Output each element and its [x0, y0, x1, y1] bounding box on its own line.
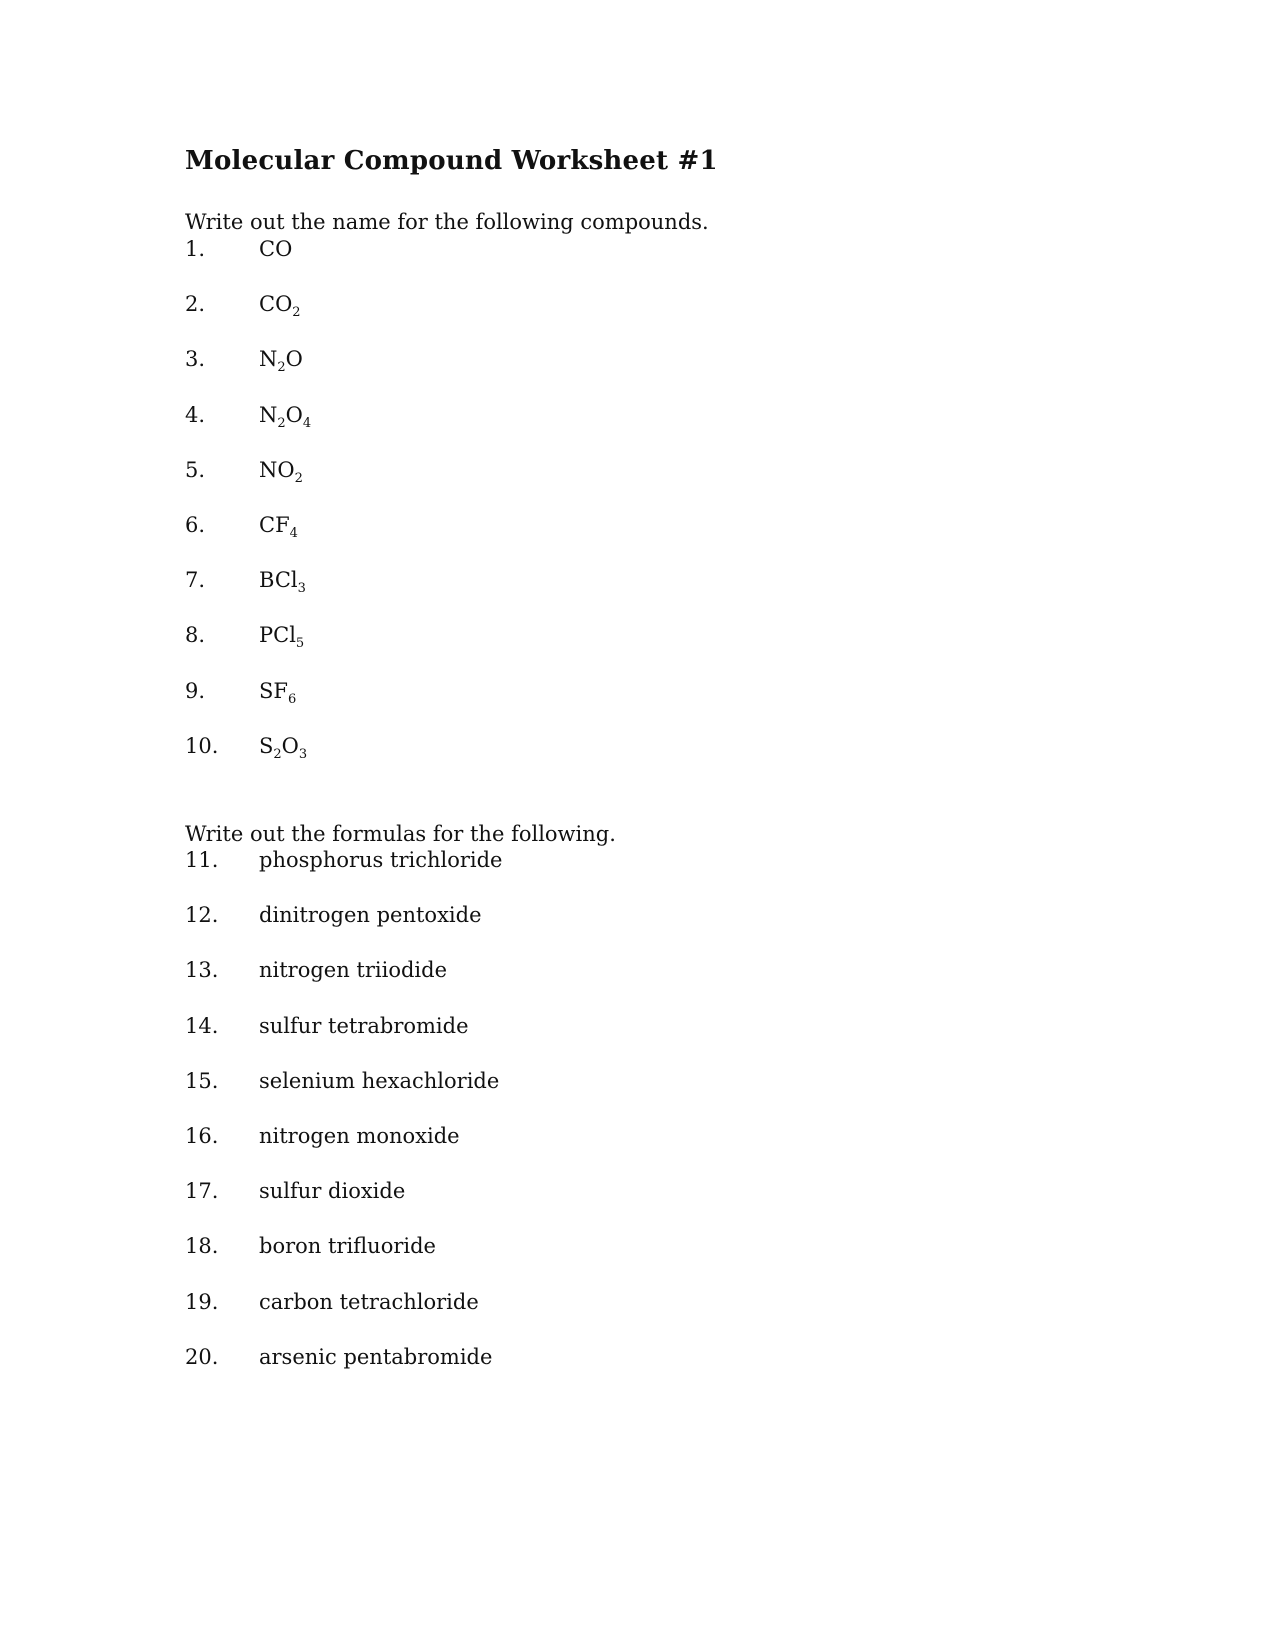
formula-text: N [259, 347, 278, 372]
compound-name: arsenic pentabromide [259, 1344, 493, 1369]
formula-text: CO [259, 292, 293, 317]
chemical-formula [259, 733, 308, 762]
formula-text: O [285, 347, 303, 372]
item-number: 12. [185, 903, 219, 928]
chemical-formula [259, 402, 312, 431]
item-number: 4. [185, 402, 206, 427]
formula-subscript: 2 [292, 305, 301, 321]
chemical-formula [259, 568, 306, 597]
compound-name: sulfur tetrabromide [259, 1013, 469, 1038]
chemical-formula [259, 457, 303, 486]
item-number: 10. [185, 733, 219, 758]
item-number: 15. [185, 1068, 219, 1093]
item-number: 14. [185, 1013, 219, 1038]
formula-text: N [259, 402, 278, 427]
compound-name: boron trifluoride [259, 1234, 436, 1259]
formula-subscript: 3 [297, 581, 306, 597]
compound-name: sulfur dioxide [259, 1179, 406, 1204]
formula-subscript: 4 [289, 526, 298, 541]
compound-name: nitrogen monoxide [259, 1124, 460, 1148]
formula-text: S [259, 733, 274, 758]
chemical-formula [259, 292, 301, 321]
formula-text: O [281, 733, 299, 758]
item-number: 3. [185, 347, 206, 372]
item-number: 8. [185, 623, 206, 648]
item-number: 17. [185, 1179, 219, 1204]
formula-subscript: 2 [277, 360, 286, 376]
formula-subscript: 2 [294, 470, 303, 486]
item-number: 9. [185, 678, 206, 703]
formula-subscript: 3 [298, 746, 308, 762]
formula-subscript: 2 [277, 415, 286, 431]
item-number: 6. [185, 513, 206, 537]
compound-name: phosphorus trichloride [259, 848, 503, 872]
page-title: Molecular Compound Worksheet #1 [185, 146, 718, 176]
formula-subscript: 6 [287, 691, 297, 707]
formula-text: CO [259, 237, 293, 261]
section-1-instruction: Write out the name for the following compounds. [185, 210, 709, 234]
item-number: 2. [185, 292, 206, 317]
section-2-instruction: Write out the formulas for the following. [185, 822, 616, 846]
formula-text: NO [259, 457, 295, 482]
chemical-formula [259, 623, 305, 652]
item-number: 19. [185, 1289, 219, 1314]
item-number: 13. [185, 958, 219, 983]
item-number: 16. [185, 1124, 219, 1148]
item-number: 11. [185, 848, 219, 872]
compound-name: carbon tetrachloride [259, 1289, 479, 1314]
item-number: 18. [185, 1234, 219, 1259]
item-number: 5. [185, 457, 206, 482]
compound-name: dinitrogen pentoxide [259, 903, 482, 928]
formula-subscript: 4 [302, 415, 312, 431]
formula-subscript: 5 [295, 636, 305, 652]
item-number: 7. [185, 568, 206, 593]
compound-name: nitrogen triiodide [259, 958, 448, 983]
formula-text: CF [259, 513, 290, 537]
formula-text: PCl [259, 623, 296, 648]
chemical-formula [259, 237, 292, 261]
formula-text: SF [259, 678, 288, 703]
item-number: 20. [185, 1344, 219, 1369]
compound-name: selenium hexachloride [259, 1068, 500, 1093]
chemical-formula [259, 347, 303, 376]
chemical-formula [259, 678, 297, 707]
formula-text: O [285, 402, 303, 427]
formula-subscript: 2 [273, 746, 282, 762]
formula-text: BCl [259, 568, 298, 593]
chemical-formula [259, 513, 298, 541]
item-number: 1. [185, 237, 206, 261]
